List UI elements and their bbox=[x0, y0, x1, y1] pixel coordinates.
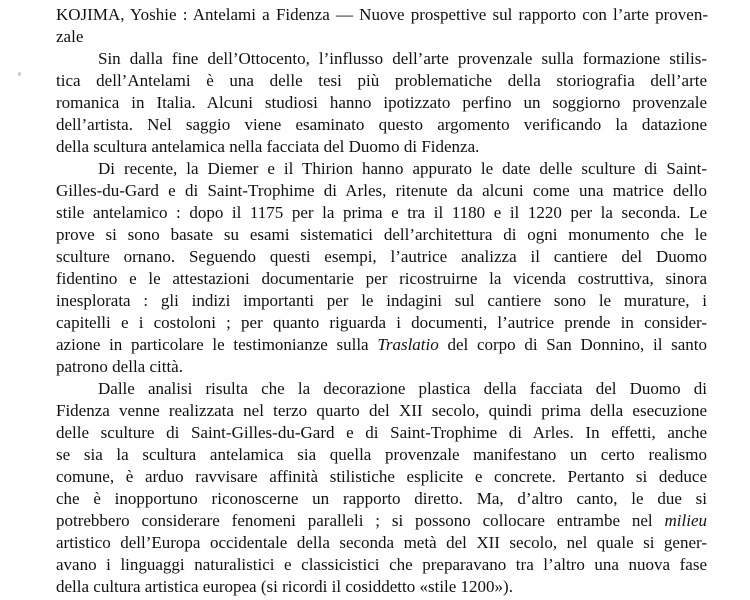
paragraph-3-line-3: delle sculture di Saint-Gilles-du-Gard e di Saint-Trophime di Arles. In effetti, anche bbox=[56, 423, 707, 442]
article-heading-line-2: zale bbox=[56, 27, 84, 46]
paragraph-2-line-2: Gilles-du-Gard e di Saint-Trophime di Arles, ritenute da alcuni come una matrice dello bbox=[56, 181, 707, 200]
paragraph-1-line-5: della scultura antelamica nella facciata del Duomo di Fidenza. bbox=[56, 137, 480, 156]
paragraph-2-line-1: Di recente, la Diemer e il Thirion hanno appurato le date delle sculture di Saint- bbox=[98, 159, 707, 178]
paragraph-3-line-5: comune, è arduo ravvisare affinità stilistiche esplicite e concrete. Pertanto si deduce bbox=[56, 467, 707, 486]
paragraph-2-line-9: azione in particolare le testimonianze sulla Traslatio del corpo di San Donnino, il santo bbox=[56, 335, 708, 354]
paragraph-3-line-10: della cultura artistica europea (si ricordi il cosiddetto «stile 1200»). bbox=[56, 577, 513, 596]
paragraph-2-line-4: prove si sono basate su esami sistematici dell’architettura di ogni monumento che le bbox=[56, 225, 707, 244]
paragraph-2-line-8: capitelli e i costoloni ; per quanto riguarda i documenti, l’autrice prende in consider- bbox=[56, 313, 707, 332]
paragraph-2-line-10: patrono della città. bbox=[56, 357, 183, 376]
paragraph-3-line-6: che è inopportuno riconoscerne un rapporto diretto. Ma, d’altro canto, le due si bbox=[56, 489, 707, 508]
paragraph-3-line-9: avano i linguaggi naturalistici e classicistici che preparavano tra l’altro una nuova fase bbox=[56, 555, 707, 574]
paragraph-2-line-6: fidentino e le attestazioni documentarie per ricostruirne la vicenda costruttiva, sinora bbox=[56, 269, 707, 288]
paragraph-3-line-4: se sia la scultura antelamica sia quella provenzale manifestano un certo realismo bbox=[56, 445, 707, 464]
paragraph-2-line-5: sculture ornano. Seguendo questi esempi, l’autrice analizza il cantiere del Duomo bbox=[56, 247, 707, 266]
paragraph-3-line-2: Fidenza venne realizzata nel terzo quarto del XII secolo, quindi prima della esecuzione bbox=[56, 401, 707, 420]
paragraph-3-line-8: artistico dell’Europa occidentale della seconda metà del XII secolo, nel quale si gener- bbox=[56, 533, 707, 552]
paragraph-1-line-4: dell’artista. Nel saggio viene esaminato questo argomento verificando la datazione bbox=[56, 115, 707, 134]
paragraph-3-line-7: potrebbero considerare fenomeni paralleli ; si possono collocare entrambe nel milieu bbox=[56, 511, 707, 530]
paragraph-1-line-1: Sin dalla fine dell’Ottocento, l’influsso dell’arte provenzale sulla formazione stilis- bbox=[98, 49, 707, 68]
scan-speck bbox=[18, 72, 21, 76]
article-heading-line-1: KOJIMA, Yoshie : Antelami a Fidenza — Nuove prospettive sul rapporto con l’arte proven- bbox=[56, 5, 708, 24]
paragraph-2-line-7: inesplorata : gli indizi importanti per le indagini sul cantiere sono le murature, i bbox=[56, 291, 707, 310]
paragraph-1-line-2: tica dell’Antelami è una delle tesi più problematiche della storiografia dell’arte bbox=[56, 71, 707, 90]
paragraph-2-line-3: stile antelamico : dopo il 1175 per la prima e tra il 1180 e il 1220 per la seconda. Le bbox=[56, 203, 707, 222]
paragraph-1-line-3: romanica in Italia. Alcuni studiosi hanno ipotizzato perfino un soggiorno provenzale bbox=[56, 93, 707, 112]
paragraph-3-line-1: Dalle analisi risulta che la decorazione plastica della facciata del Duomo di bbox=[98, 379, 707, 398]
